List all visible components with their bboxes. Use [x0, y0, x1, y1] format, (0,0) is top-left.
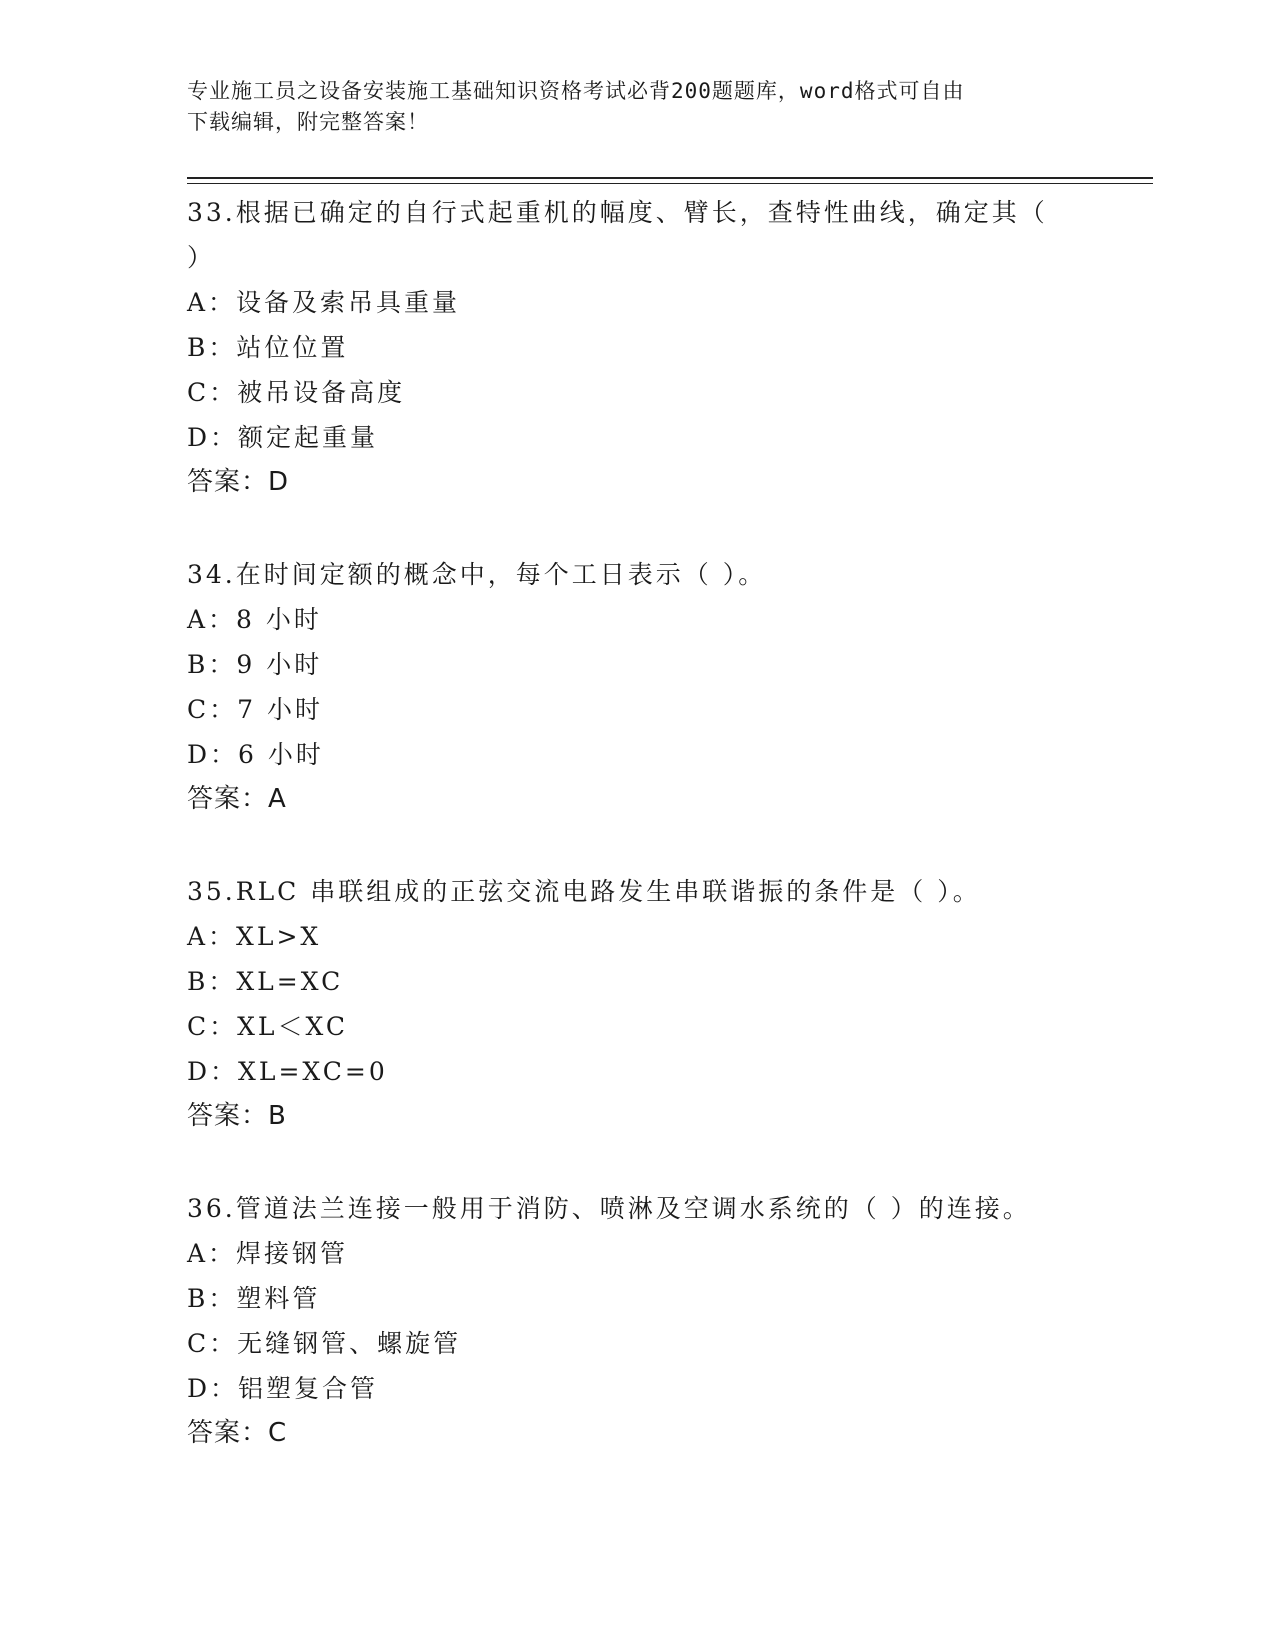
- option-b: B：塑料管: [187, 1284, 321, 1313]
- option-c: C：7 小时: [187, 695, 323, 724]
- option-d: D：6 小时: [187, 740, 324, 769]
- option-a: A：8 小时: [187, 605, 322, 634]
- option-a: A：焊接钢管: [187, 1239, 349, 1268]
- option-c: C：被吊设备高度: [187, 378, 406, 407]
- option-list: [187, 1231, 1087, 1411]
- question-stem: 33.根据已确定的自行式起重机的幅度、臂长，查特性曲线，确定其（: [187, 198, 1048, 227]
- header-line-1: 专业施工员之设备安装施工基础知识资格考试必背200题题库，word格式可自由: [187, 79, 965, 103]
- option-c: C：XL＜XC: [187, 1012, 349, 1041]
- question-36: [187, 1186, 1087, 1456]
- header-divider-thick: [187, 177, 1153, 179]
- question-spacer: [187, 822, 1087, 869]
- option-list: [187, 597, 1087, 777]
- option-b: B：站位位置: [187, 333, 349, 362]
- question-33: [187, 190, 1087, 505]
- option-list: [187, 280, 1087, 460]
- question-stem: 34.在时间定额的概念中，每个工日表示（ ）。: [187, 560, 767, 589]
- option-b: B：XL=XC: [187, 967, 344, 996]
- question-stem: 35.RLC 串联组成的正弦交流电路发生串联谐振的条件是（ ）。: [187, 877, 981, 906]
- answer-line: 答案：B: [187, 1101, 287, 1131]
- option-list: [187, 914, 1087, 1094]
- option-a: A：XL>X: [187, 922, 322, 951]
- option-c: C：无缝钢管、螺旋管: [187, 1329, 462, 1358]
- question-35: [187, 869, 1087, 1139]
- answer-line: 答案：A: [187, 784, 287, 814]
- question-stem: 36.管道法兰连接一般用于消防、喷淋及空调水系统的（ ）的连接。: [187, 1194, 1031, 1223]
- option-b: B：9 小时: [187, 650, 323, 679]
- option-d: D：铝塑复合管: [187, 1374, 379, 1403]
- question-spacer: [187, 1139, 1087, 1186]
- question-stem-continuation: ）: [187, 243, 216, 272]
- option-a: A：设备及索吊具重量: [187, 288, 461, 317]
- question-list: [187, 190, 1087, 1456]
- document-header: [187, 76, 1087, 138]
- answer-line: 答案：D: [187, 467, 290, 497]
- answer-line: 答案：C: [187, 1418, 288, 1448]
- header-line-2: 下载编辑，附完整答案！: [187, 110, 429, 134]
- header-divider-thin: [187, 183, 1153, 184]
- option-d: D：额定起重量: [187, 423, 379, 452]
- option-d: D：XL=XC=0: [187, 1057, 388, 1086]
- question-34: [187, 552, 1087, 822]
- question-spacer: [187, 505, 1087, 552]
